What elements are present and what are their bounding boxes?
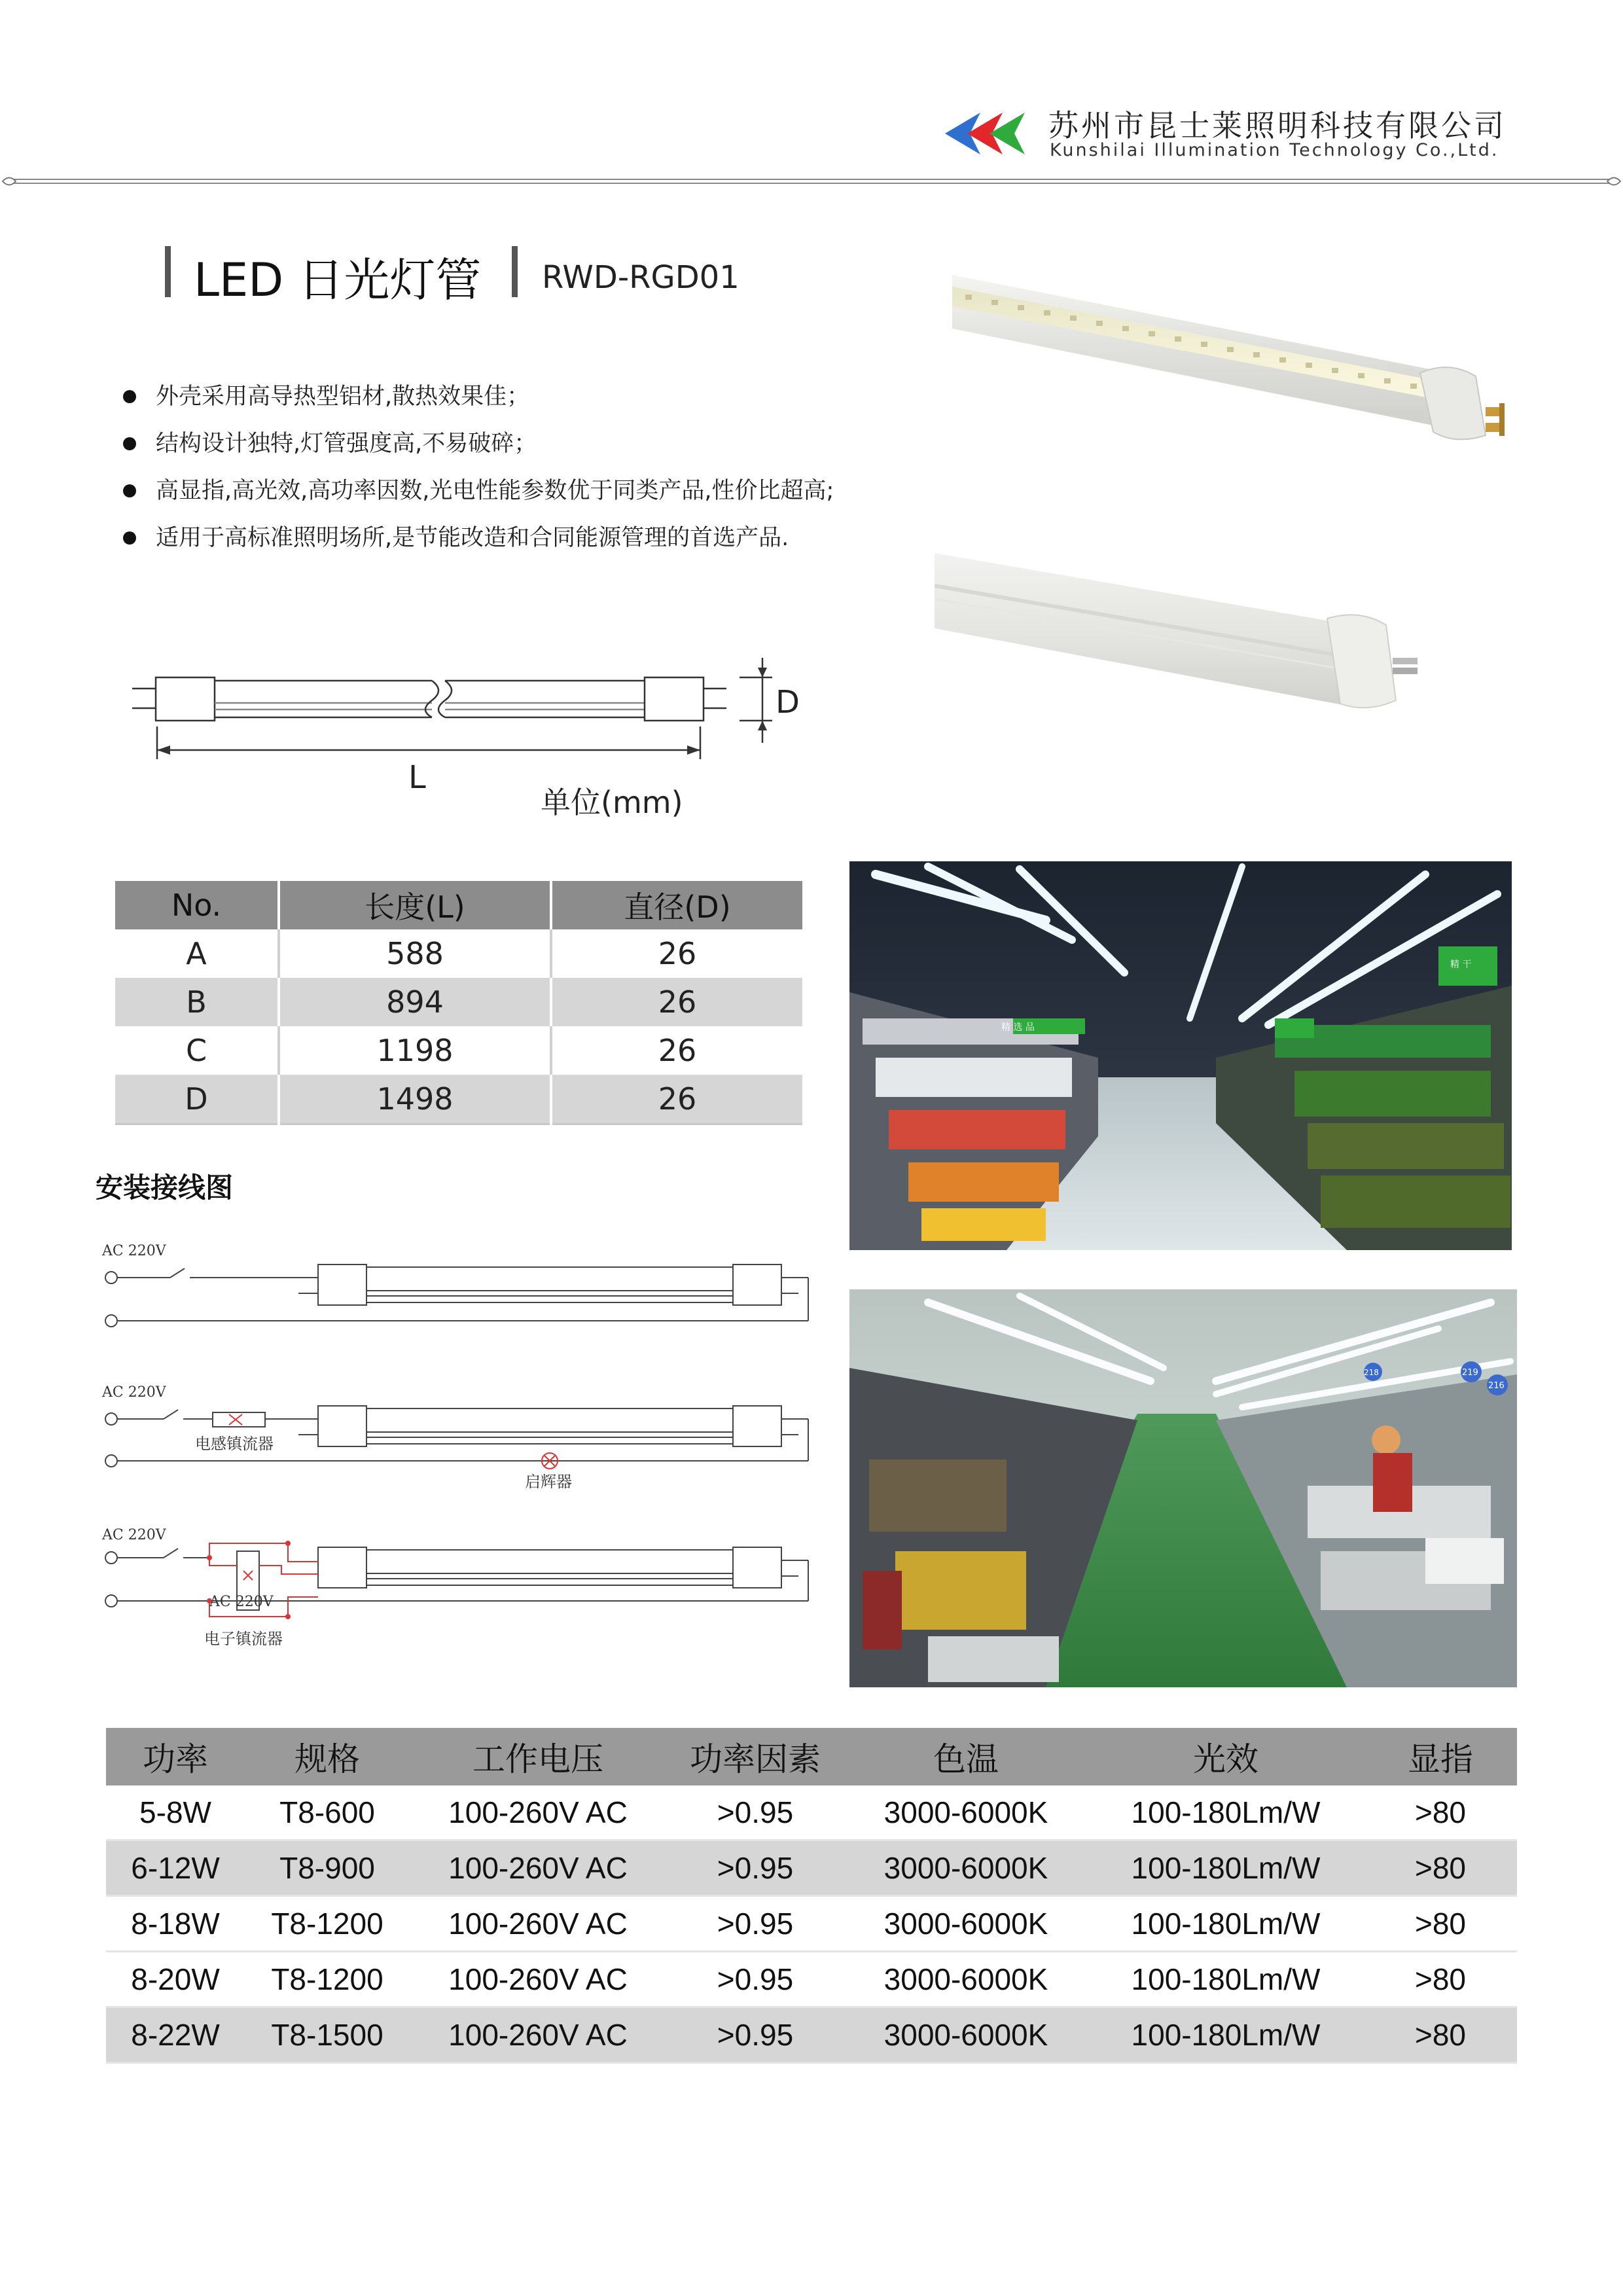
ac-label: AC 220V	[102, 1243, 166, 1259]
column-header: 直径(D)	[551, 881, 802, 929]
table-row	[106, 1785, 1517, 1840]
table-cell: 26	[551, 1075, 802, 1124]
supermarket-photo	[849, 861, 1512, 1250]
product-title: LED 日光灯管	[194, 253, 482, 307]
table-cell: A	[115, 929, 279, 978]
store-sign: 精 干	[1450, 960, 1472, 970]
table-cell: 100-180Lm/W	[1088, 1840, 1364, 1896]
length-label: L	[408, 759, 426, 796]
table-cell: T8-1200	[245, 1952, 410, 2007]
led-tube-image-top	[952, 268, 1522, 471]
column-header: 功率	[106, 1728, 245, 1785]
table-cell: T8-900	[245, 1840, 410, 1896]
table-cell: 3000-6000K	[844, 1952, 1088, 2007]
table-cell: 3000-6000K	[844, 2007, 1088, 2063]
table-cell: >80	[1364, 1785, 1517, 1840]
feature-list	[118, 373, 834, 562]
table-cell: >0.95	[666, 1952, 844, 2007]
company-logo	[942, 110, 1027, 157]
table-cell: 100-260V AC	[410, 2007, 666, 2063]
led-tube-image-bottom	[935, 547, 1471, 730]
station-number: 218	[1364, 1368, 1379, 1377]
station-number: 216	[1488, 1381, 1505, 1391]
table-cell: 8-22W	[106, 2007, 245, 2063]
product-model: RWD-RGD01	[542, 259, 740, 296]
feature-text: 结构设计独特,灯管强度高,不易破碎；	[156, 431, 537, 457]
ballast-ac-label: AC 220V	[209, 1594, 274, 1610]
table-cell: 26	[658, 1033, 697, 1068]
table-cell: 100-260V AC	[410, 1896, 666, 1952]
column-header: 色温	[844, 1728, 1088, 1785]
header-divider	[0, 171, 1623, 191]
table-cell: 100-180Lm/W	[1088, 1896, 1364, 1952]
factory-photo	[849, 1289, 1517, 1687]
table-cell: 3000-6000K	[844, 1896, 1088, 1952]
table-row	[115, 1075, 802, 1124]
column-header: 规格	[245, 1728, 410, 1785]
table-cell: 100-260V AC	[410, 1785, 666, 1840]
table-cell: 100-260V AC	[410, 1840, 666, 1896]
table-cell: >80	[1364, 1840, 1517, 1896]
column-header: No.	[115, 881, 279, 929]
table-cell: 8-18W	[106, 1896, 245, 1952]
table-cell: >80	[1364, 1896, 1517, 1952]
spec-table	[106, 1728, 1517, 2064]
table-row	[106, 1840, 1517, 1896]
table-cell: T8-1500	[245, 2007, 410, 2063]
feature-text: 外壳采用高导热型铝材,散热效果佳；	[156, 384, 530, 410]
column-header: 显指	[1364, 1728, 1517, 1785]
table-cell: C	[115, 1026, 279, 1075]
table-cell: 26	[658, 936, 697, 971]
diameter-label: D	[776, 684, 800, 721]
table-header-row	[115, 881, 802, 929]
table-cell: 100-180Lm/W	[1088, 2007, 1364, 2063]
bullet-icon	[123, 531, 136, 545]
title-bar-mid	[512, 246, 518, 297]
table-row	[115, 929, 802, 978]
table-cell: 100-180Lm/W	[1088, 1952, 1364, 2007]
table-cell: >0.95	[666, 1896, 844, 1952]
table-cell: D	[115, 1075, 279, 1124]
table-cell: 26	[551, 978, 802, 1026]
company-name-cn: 苏州市昆士莱照明科技有限公司	[1048, 108, 1507, 143]
station-number: 219	[1462, 1368, 1478, 1378]
ac-label: AC 220V	[102, 1384, 166, 1401]
table-cell: 6-12W	[106, 1840, 245, 1896]
dimension-diagram	[124, 655, 818, 851]
table-row	[115, 1026, 802, 1075]
bullet-icon	[123, 390, 136, 403]
feature-item	[118, 514, 834, 562]
table-cell: >80	[1364, 2007, 1517, 2063]
table-row	[106, 2007, 1517, 2063]
unit-label: 单位(mm)	[541, 785, 683, 820]
column-header: 长度(L)	[279, 881, 551, 929]
ac-label: AC 220V	[102, 1527, 166, 1543]
table-row	[106, 1952, 1517, 2007]
table-cell: 894	[279, 978, 551, 1026]
table-row	[106, 1896, 1517, 1952]
bullet-icon	[123, 437, 136, 450]
table-cell: 8-20W	[106, 1952, 245, 2007]
table-cell: T8-600	[245, 1785, 410, 1840]
ballast-label: 电感镇流器	[195, 1435, 274, 1453]
title-bar-left	[165, 246, 171, 297]
table-cell: >0.95	[666, 1785, 844, 1840]
table-cell: 1498	[279, 1075, 551, 1124]
feature-item	[118, 467, 834, 514]
table-row	[115, 978, 802, 1026]
table-cell: 588	[279, 929, 551, 978]
table-cell: >0.95	[666, 1840, 844, 1896]
table-cell: 5-8W	[106, 1785, 245, 1840]
wiring-diagram	[92, 1230, 818, 1676]
store-sign: 精 选 品	[1001, 1022, 1035, 1033]
table-cell: 3000-6000K	[844, 1785, 1088, 1840]
ballast-label: 电子镇流器	[204, 1630, 283, 1648]
feature-item	[118, 420, 834, 467]
feature-text: 高显指,高光效,高功率因数,光电性能参数优于同类产品,性价比超高;	[156, 478, 834, 504]
table-cell: 100-180Lm/W	[1088, 1785, 1364, 1840]
company-name-en: Kunshilai Illumination Technology Co.,Ltd.	[1050, 140, 1499, 160]
column-header: 工作电压	[410, 1728, 666, 1785]
table-cell: 100-260V AC	[410, 1952, 666, 2007]
column-header: 光效	[1088, 1728, 1364, 1785]
wiring-title: 安装接线图	[96, 1172, 234, 1204]
bullet-icon	[123, 484, 136, 497]
starter-label: 启辉器	[525, 1473, 572, 1491]
table-cell: B	[115, 978, 279, 1026]
table-cell: 3000-6000K	[844, 1840, 1088, 1896]
table-cell: >0.95	[666, 2007, 844, 2063]
feature-text: 适用于高标准照明场所,是节能改造和合同能源管理的首选产品.	[156, 525, 789, 551]
table-cell: 1198	[279, 1026, 551, 1075]
size-table	[115, 881, 802, 1125]
table-cell: >80	[1364, 1952, 1517, 2007]
column-header: 功率因素	[666, 1728, 844, 1785]
table-cell: T8-1200	[245, 1896, 410, 1952]
table-header-row	[106, 1728, 1517, 1785]
feature-item	[118, 373, 834, 420]
